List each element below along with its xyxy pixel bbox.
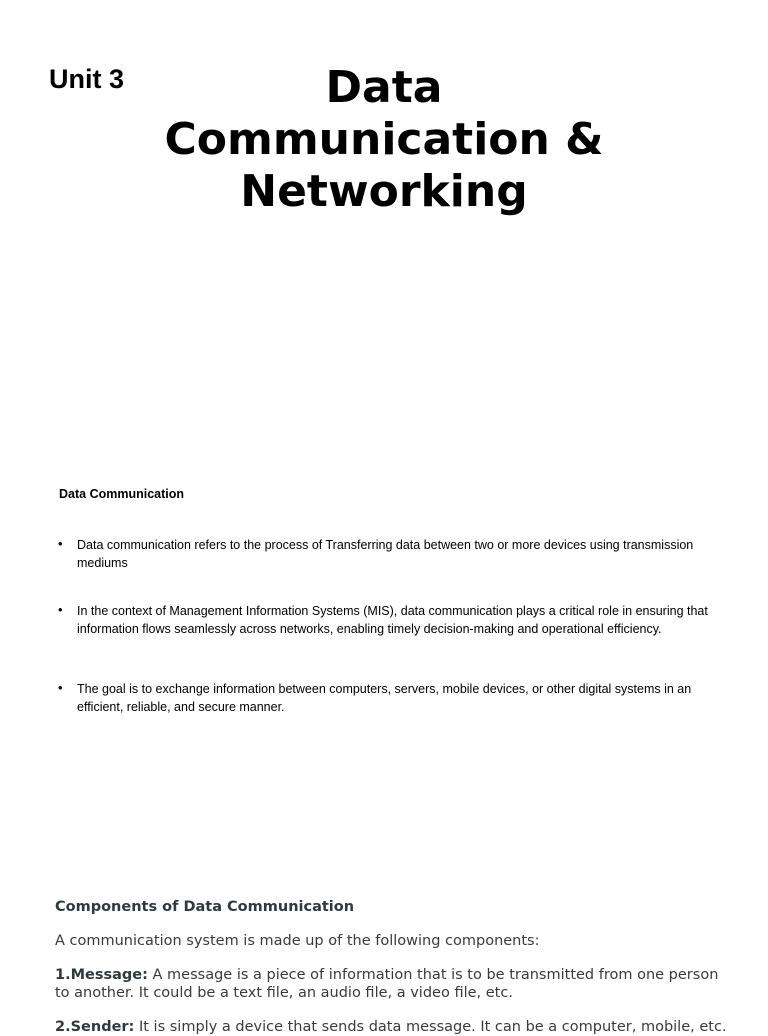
list-item [58, 680, 730, 716]
list-item-text: Data communication refers to the process of Transferring data between two or more devices using transmission mediums [77, 538, 694, 570]
component-term: 1.Message: [55, 967, 148, 983]
page-title-line: Data [325, 62, 443, 113]
component-description: It is simply a device that sends data message. It can be a computer, mobile, etc. [134, 1019, 727, 1035]
page-title [100, 62, 668, 218]
list-item [58, 602, 730, 638]
component-item [55, 966, 735, 1002]
page-title-line: Communication & [164, 114, 604, 165]
bullet-icon: • [58, 602, 63, 617]
component-term: 2.Sender: [55, 1019, 135, 1035]
bullet-icon: • [58, 536, 63, 551]
components-heading: Components of Data Communication [55, 899, 355, 915]
components-section [55, 898, 735, 1036]
data-communication-heading: Data Communication [59, 487, 185, 501]
list-item [58, 536, 730, 572]
page-title-line: Networking [240, 166, 528, 217]
unit-label: Unit 3 [49, 64, 125, 94]
bullet-icon: • [58, 680, 63, 695]
list-item-text: The goal is to exchange information between computers, servers, mobile devices, or other digital systems in an efficient, reliable, and secure manner. [77, 682, 692, 714]
component-item [55, 1018, 735, 1036]
list-item-text: In the context of Management Information Systems (MIS), data communication plays a critical role in ensuring that information flows seamlessly across networks, enabling timely decision-making and operational efficiency. [77, 604, 708, 636]
component-description: A message is a piece of information that is to be transmitted from one person to another. It could be a text file, an audio file, a video file, etc. [55, 967, 719, 1001]
components-intro: A communication system is made up of the following components: [55, 933, 540, 949]
